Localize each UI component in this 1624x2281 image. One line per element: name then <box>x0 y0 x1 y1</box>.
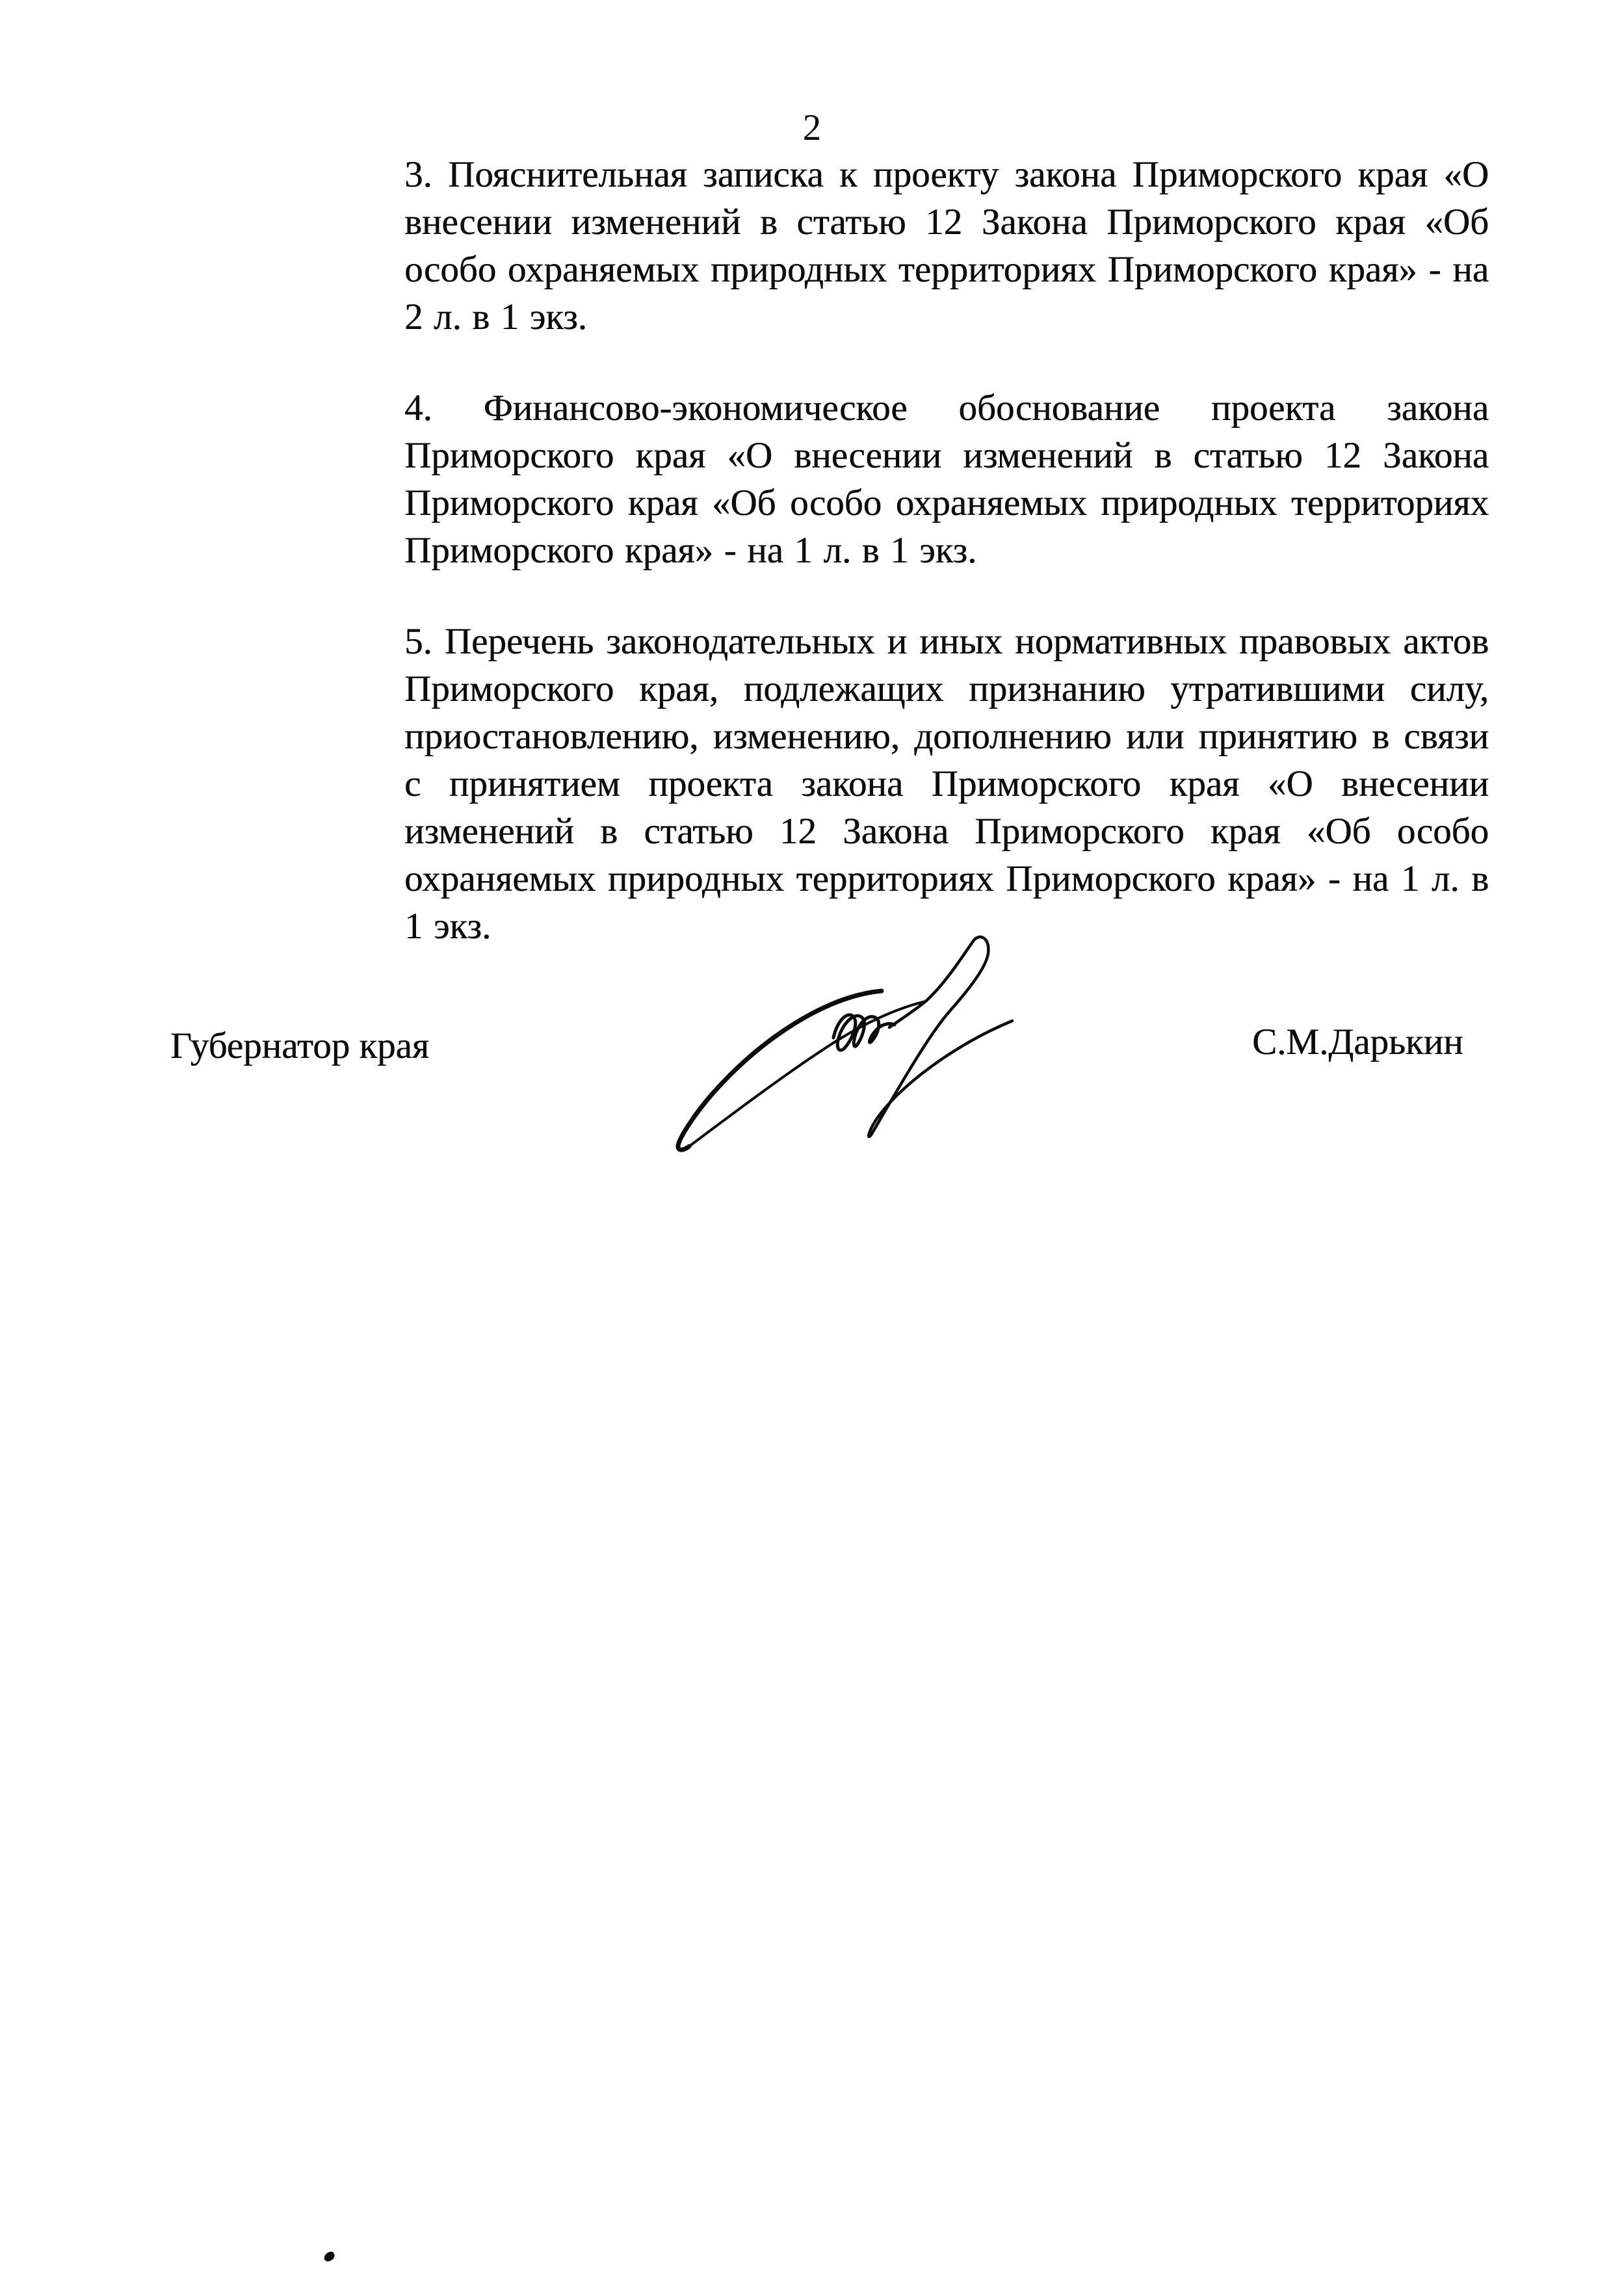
page-number: 2 <box>802 107 822 148</box>
ink-speck <box>322 2250 336 2263</box>
list-item-4: 4. Финансово-экономическое обоснование проекта закона Приморского края «О внесении изменений в статью 12 Закона Приморского края «Об особо охраняемых природных территориях Приморского края» - на 1 л. в 1 экз. <box>404 388 1489 571</box>
signer-name: С.М.Дарькин <box>1252 1022 1463 1062</box>
document-body <box>404 151 1489 994</box>
list-item-5: 5. Перечень законодательных и иных нормативных правовых актов Приморского края, подлежащих признанию утратившими силу, приостановлению, изменению, дополнению или принятию в связи с принятием проекта закона Приморского края «О внесении изменений в статью 12 Закона Приморского края «Об особо охраняемых природных территориях Приморского края» - на 1 л. в 1 экз. <box>404 621 1489 947</box>
list-item-3: 3. Пояснительная записка к проекту закона Приморского края «О внесении изменений в статью 12 Закона Приморского края «Об особо охраняемых природных территориях Приморского края» - на 2 л. в 1 экз. <box>404 154 1489 337</box>
signer-position-title: Губернатор края <box>170 1025 430 1066</box>
handwritten-signature <box>663 929 1027 1153</box>
